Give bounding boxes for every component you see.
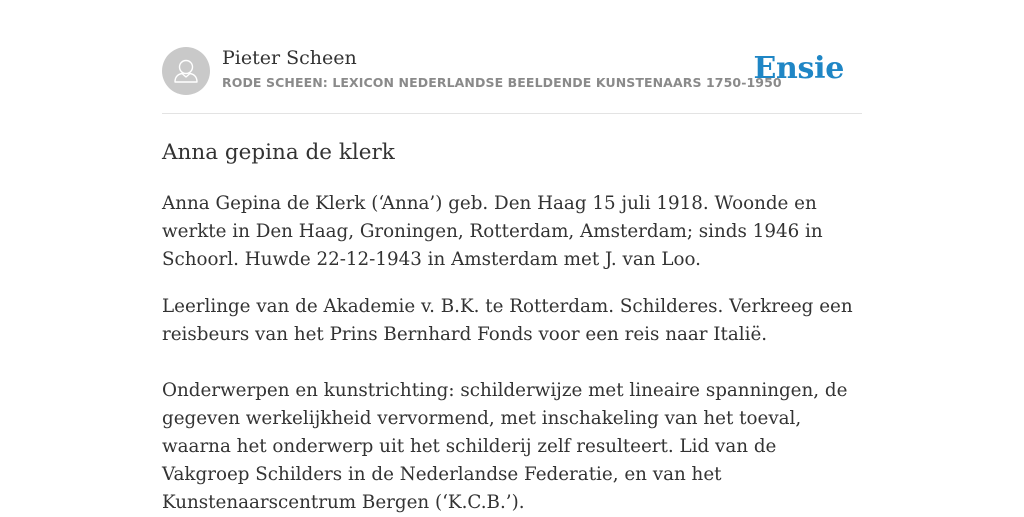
header-divider	[162, 113, 862, 114]
paragraph-education: Leerlinge van de Akademie v. B.K. te Rotterdam. Schilderes. Verkreeg een reisbeurs van het Prins Bernhard Fonds voor een reis naar Italië.	[162, 296, 853, 345]
ensie-logo[interactable]: Ensie	[753, 51, 844, 86]
article-body	[162, 190, 862, 517]
user-silhouette-icon	[162, 47, 210, 95]
article-title: Anna gepina de klerk	[162, 140, 395, 165]
page	[162, 0, 862, 512]
article-header	[162, 46, 862, 96]
avatar[interactable]	[162, 47, 210, 95]
paragraph-biography: Anna Gepina de Klerk (‘Anna’) geb. Den Haag 15 juli 1918. Woonde en werkte in Den Haag, Groningen, Rotterdam, Amsterdam; sinds 1946 in Schoorl. Huwde 22-12-1943 in Amsterdam met J. van Loo.	[162, 193, 823, 270]
paragraph-style: Onderwerpen en kunstrichting: schilderwijze met lineaire spanningen, de gegeven werkelijkheid vervormend, met inschakeling van het toeval, waarna het onderwerp uit het schilderij zelf resulteert. Lid van de Vakgroep Schilders in de Nederlandse Federatie, en van het Kunstenaarscentrum Bergen (‘K.C.B.’).	[162, 380, 848, 513]
source-title[interactable]: RODE SCHEEN: LEXICON NEDERLANDSE BEELDENDE KUNSTENAARS 1750-1950	[222, 75, 782, 90]
author-name[interactable]: Pieter Scheen	[222, 47, 357, 69]
